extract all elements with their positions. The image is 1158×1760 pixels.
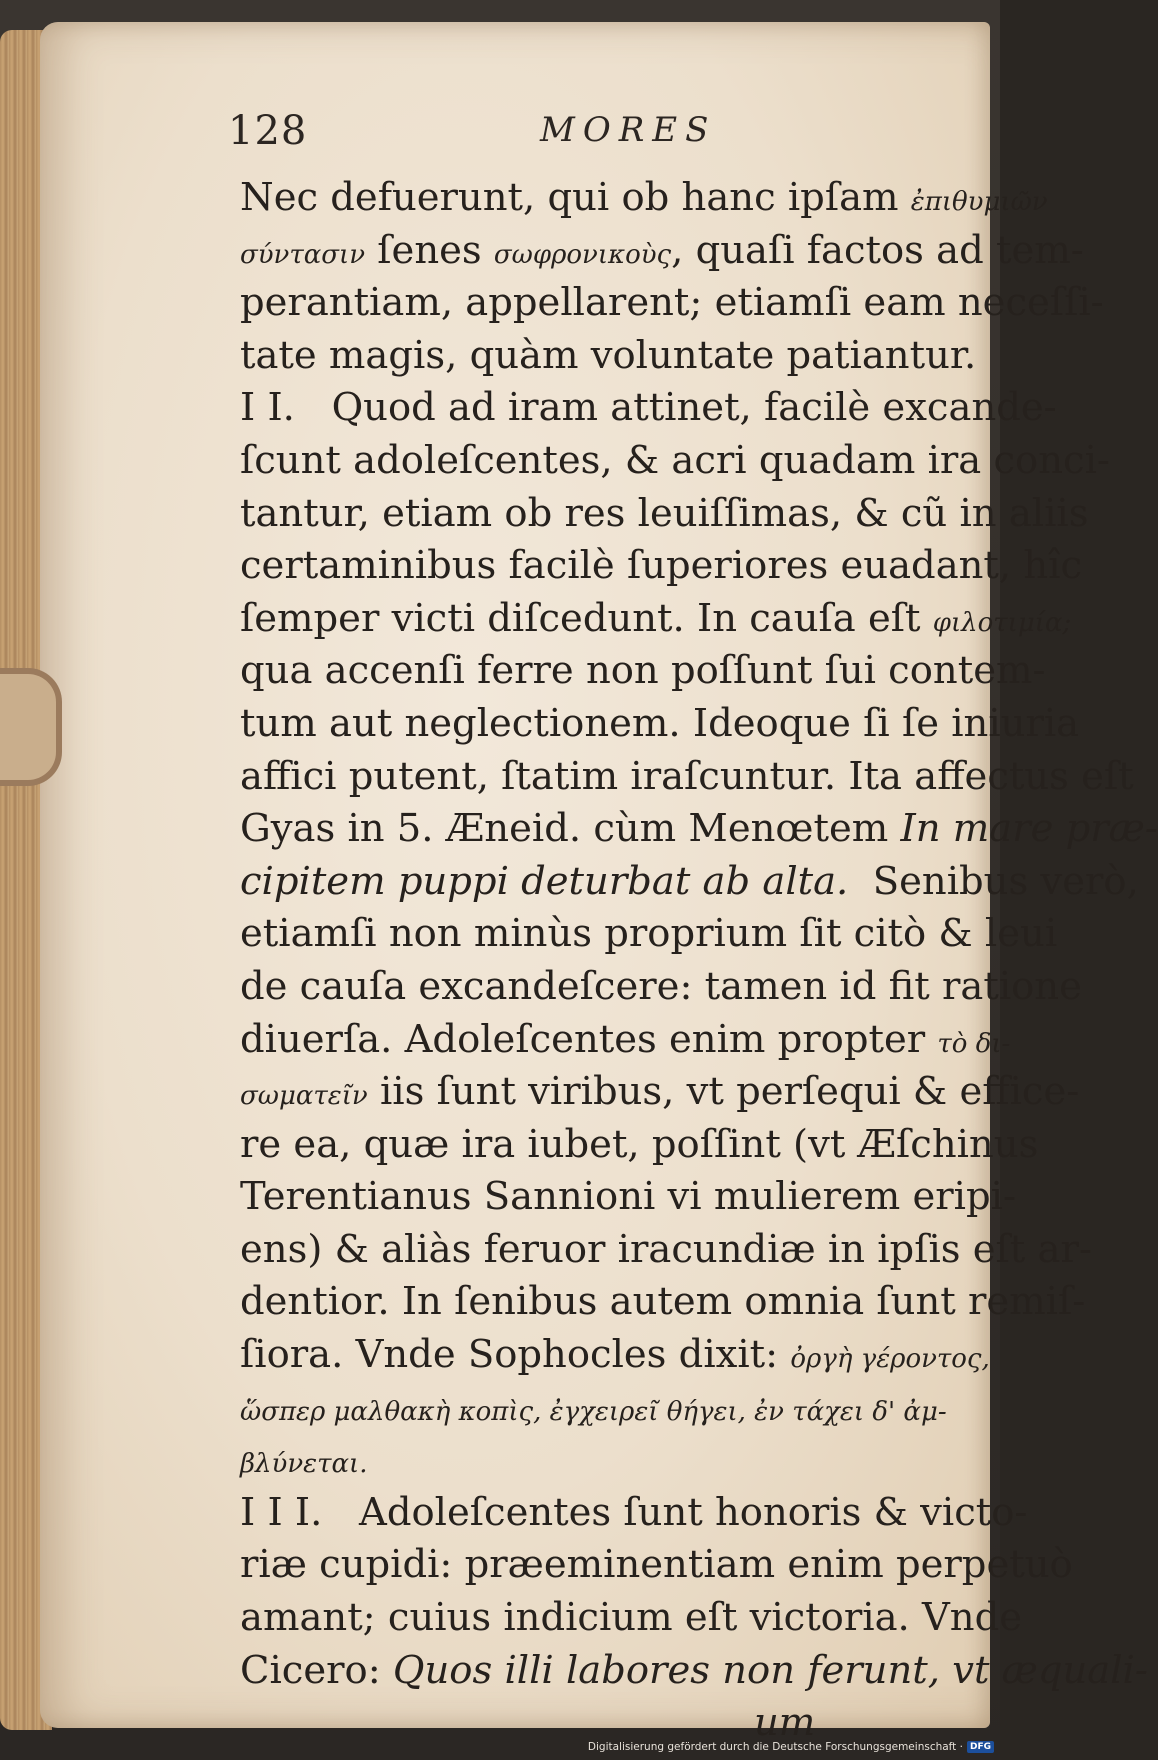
text-segment: amant; cuius indicium eſt victoria. Vnde — [240, 1595, 1023, 1641]
italic-quote: In mare præ- — [900, 806, 1158, 852]
text-segment: affici putent, ſtatim iraſcuntur. Ita affectus eſt — [240, 753, 1134, 799]
text-line — [240, 225, 1084, 278]
page-number: 128 — [228, 108, 308, 154]
italic-quote: cipitem puppi deturbat ab alta. — [240, 858, 849, 904]
text-line — [240, 751, 1134, 804]
text-segment: iis ſunt viribus, vt perſequi & effice- — [367, 1069, 1080, 1115]
text-segment: ſcunt adoleſcentes, & acri quadam ira conci- — [240, 437, 1110, 483]
greek-phrase: ὀργὴ γέροντος, — [790, 1344, 990, 1375]
text-segment: dentior. In ſenibus autem omnia ſunt remiſ- — [240, 1279, 1086, 1325]
digitization-credit: Digitalisierung gefördert durch die Deutsche Forschungsgemeinschaft · — [587, 1741, 963, 1753]
text-line — [240, 1539, 1073, 1592]
text-segment: riæ cupidi: præeminentiam enim perpetuò — [240, 1542, 1073, 1588]
text-segment: qua accenſi ferre non poſſunt ſui contem- — [240, 648, 1046, 694]
text-line — [240, 1592, 1023, 1645]
text-line — [240, 803, 1158, 856]
text-line — [240, 908, 1058, 961]
text-line — [240, 330, 980, 383]
text-line — [240, 277, 1104, 330]
text-line — [240, 1066, 1080, 1119]
text-line — [240, 593, 1072, 646]
text-line — [240, 172, 1048, 225]
text-segment: ſenes — [365, 227, 494, 273]
text-line — [240, 1645, 1148, 1698]
text-segment: I I I. Adoleſcentes ſunt honoris & victo- — [240, 1489, 1028, 1535]
text-line — [240, 540, 1083, 593]
greek-phrase: ἐπιθυμιῶν — [910, 187, 1048, 217]
book-clasp — [0, 668, 62, 786]
text-line — [240, 1434, 980, 1487]
text-segment: Nec defuerunt, qui ob hanc ipſam — [240, 175, 911, 220]
text-line — [240, 961, 1082, 1014]
text-segment: , quaſi factos ad tem- — [671, 227, 1084, 273]
text-segment: ſemper victi diſcedunt. In cauſa eſt — [240, 595, 933, 641]
text-line — [240, 1276, 1086, 1329]
text-segment: tum aut neglectionem. Ideoque ſi ſe iniuria — [240, 700, 1080, 746]
dfg-logo: DFG — [967, 1741, 994, 1753]
text-segment: ſiora. Vnde Sophocles dixit: — [240, 1332, 791, 1378]
text-line — [240, 856, 1139, 909]
text-segment: tantur, etiam ob res leuiſſimas, & cũ in aliis — [240, 490, 1089, 536]
text-segment: ens) & aliàs feruor iracundiæ in ipſis eſt ar- — [240, 1226, 1092, 1272]
text-line — [240, 488, 1089, 541]
text-line — [240, 435, 1110, 488]
text-segment: diuerſa. Adoleſcentes enim propter — [240, 1016, 938, 1062]
text-line — [240, 1382, 980, 1435]
text-segment: Gyas in 5. Æneid. cùm Menœtem — [240, 806, 901, 852]
greek-phrase: σωματεῖν — [240, 1081, 368, 1112]
text-segment: Cicero: — [240, 1647, 393, 1693]
text-segment: certaminibus facilè ſuperiores euadant, hîc — [240, 543, 1083, 589]
text-segment: re ea, quæ ira iubet, poſſint (vt Æſchinus — [240, 1121, 1039, 1167]
text-line — [240, 698, 1080, 751]
text-segment: de cauſa excandeſcere: tamen id fit ratione — [240, 963, 1082, 1009]
text-line — [240, 645, 1046, 698]
italic-quote: um — [240, 1700, 816, 1746]
text-segment: etiamſi non minùs proprium ſit citò & leui — [240, 911, 1058, 957]
greek-phrase: βλύνεται. — [240, 1449, 368, 1480]
italic-quote: Quos illi labores non ferunt, vt æquali- — [392, 1647, 1148, 1693]
text-segment: Senibus verò, — [848, 858, 1139, 904]
text-line — [240, 1487, 1028, 1540]
running-head — [0, 108, 1000, 158]
text-line — [240, 1119, 1039, 1172]
text-segment: tate magis, quàm voluntate patiantur. — [240, 332, 977, 378]
greek-phrase: τὸ δι- — [937, 1028, 1011, 1059]
greek-phrase: σύντασιν — [240, 239, 366, 270]
digitization-footer — [588, 1738, 994, 1756]
text-line — [240, 1224, 1092, 1277]
greek-phrase: ὥσπερ μαλθακὴ κοπὶς, ἐγχειρεῖ θήγει, ἐν τάχει δ' ἀμ- — [240, 1396, 947, 1427]
text-line — [240, 382, 1057, 435]
text-line — [240, 1329, 990, 1382]
text-segment: perantiam, appellarent; etiamſi eam neceſſi- — [240, 280, 1104, 326]
greek-phrase: σωφρονικοὺς — [493, 239, 672, 270]
text-line — [240, 1171, 1016, 1224]
running-title: MORES — [540, 110, 717, 150]
text-segment: Terentianus Sannioni vi mulierem eripi- — [240, 1174, 1016, 1220]
greek-phrase: φιλοτιμία; — [932, 607, 1072, 638]
text-line — [240, 1014, 1011, 1067]
text-segment: I I. Quod ad iram attinet, facilè excande- — [240, 385, 1057, 431]
